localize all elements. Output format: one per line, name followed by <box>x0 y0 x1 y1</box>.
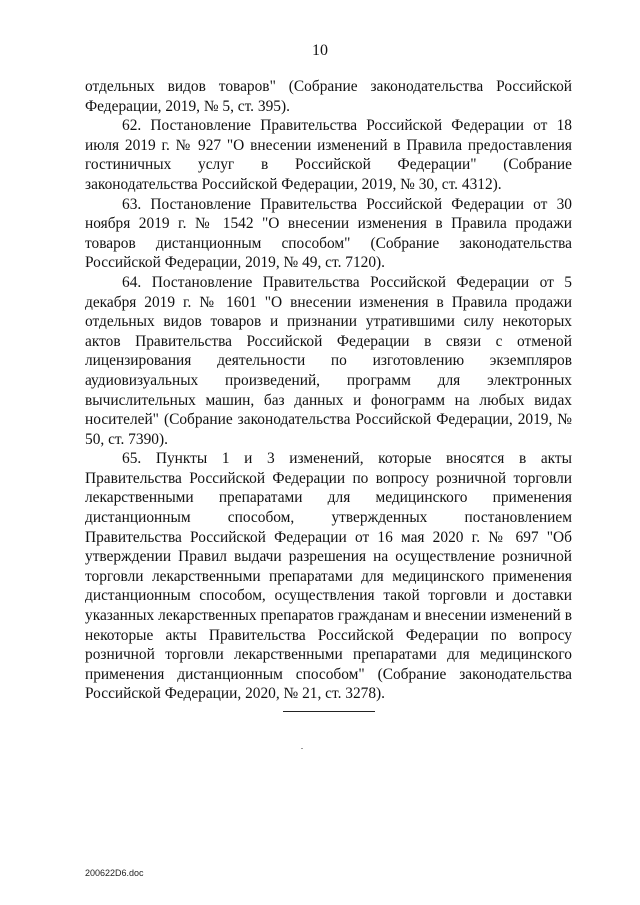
paragraph-continuation: отдельных видов товаров" (Собрание законодательства Российской Федерации, 2019, № 5, ст. 395). <box>85 78 572 115</box>
document-body <box>85 77 572 704</box>
document-file-code: 200622D6.doc <box>85 868 144 878</box>
list-item-63: 63. Постановление Правительства Российской Федерации от 30 ноября 2019 г. № 1542 "О внесении изменения в Правила продажи товаров дистанционным способом" (Собрание законодательства Российской Федерации, 2019, № 49, ст. 7120). <box>85 195 572 272</box>
page-number: 10 <box>312 42 328 59</box>
list-item-65: 65. Пункты 1 и 3 изменений, которые вносятся в акты Правительства Российской Федерации по вопросу розничной торговли лекарственными препаратами для медицинского применения дистанционным способом, утвержденных постановлением Правительства Российской Федерации от 16 мая 2020 г. № 697 "Об утверждении Правил выдачи разрешения на осуществление розничной торговли лекарственными препаратами для медицинского применения дистанционным способом, осуществления такой торговли и доставки указанных лекарственных препаратов гражданам и внесении изменений в некоторые акты Правительства Российской Федерации по вопросу розничной торговли лекарственными препаратами для медицинского применения дистанционным способом" (Собрание законодательства Российской Федерации, 2020, № 21, ст. 3278). <box>85 450 572 703</box>
list-item-64: 64. Постановление Правительства Российской Федерации от 5 декабря 2019 г. № 1601 "О внесении изменения в Правила продажи отдельных видов товаров и признании утратившими силу некоторых актов Правительства Российской Федерации в связи с отменой лицензирования деятельности по изготовлению экземпляров аудиовизуальных произведений, программ для электронных вычислительных машин, баз данных и фонограмм на любых видах носителей" (Собрание законодательства Российской Федерации, 2019, № 50, ст. 7390). <box>85 273 572 448</box>
end-of-document-rule <box>283 711 375 712</box>
list-item-62: 62. Постановление Правительства Российской Федерации от 18 июля 2019 г. № 927 "О внесении изменений в Правила предоставления гостиничных услуг в Российской Федерации" (Собрание законодательства Российской Федерации, 2019, № 30, ст. 4312). <box>85 117 572 193</box>
scan-speck <box>301 748 303 749</box>
